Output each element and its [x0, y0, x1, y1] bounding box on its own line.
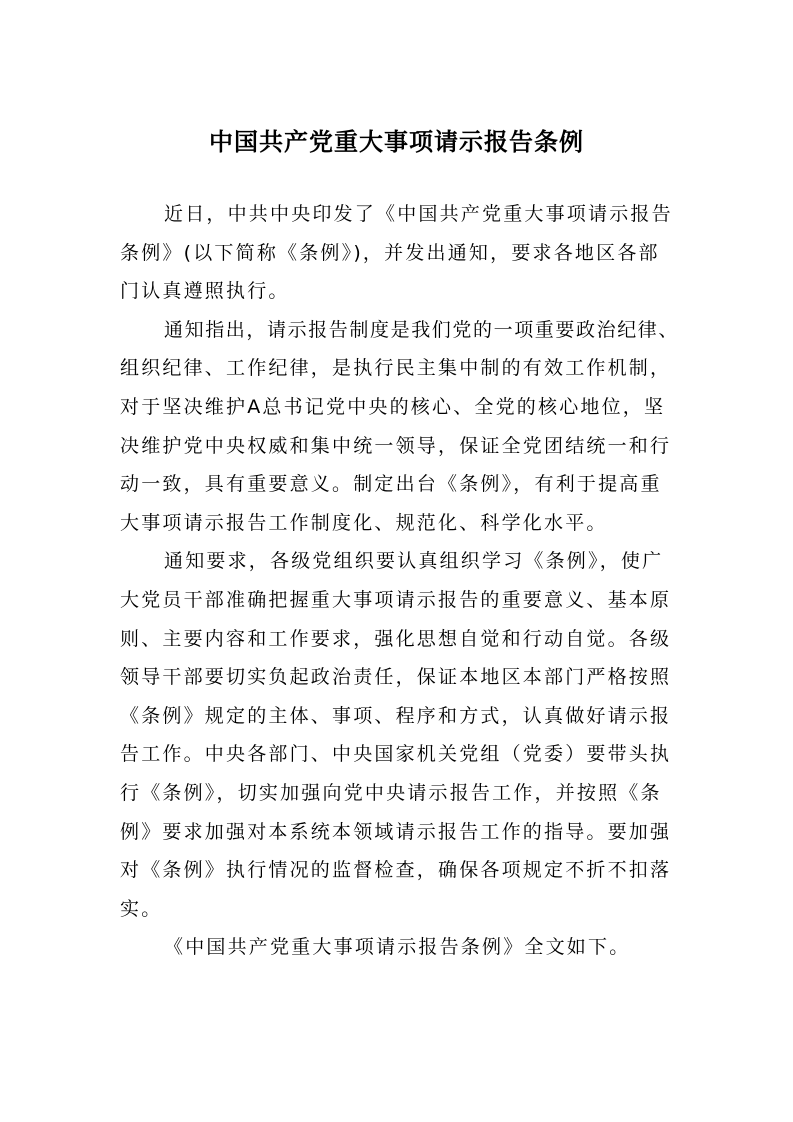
paragraph-3-line-1: 通知要求，各级党组织要认真组织学习《条例》，使广 — [164, 550, 664, 573]
document-title: 中国共产党重大事项请示报告条例 — [209, 128, 584, 156]
paragraph-1-line-1: 近日，中共中央印发了《中国共产党重大事项请示报告 — [164, 203, 673, 225]
paragraph-3-line-7: 行《条例》，切实加强向党中央请示报告工作，并按照《条 — [120, 781, 662, 804]
paragraph-2-line-3: 对于坚决维护A总书记党中央的核心、全党的核心地位，坚 — [120, 395, 666, 418]
paragraph-4-line-1: 《中国共产党重大事项请示报告条例》全文如下。 — [164, 936, 631, 959]
paragraph-1-line-2: 条例》(以下简称《条例》)，并发出通知，要求各地区各部 — [120, 241, 660, 264]
paragraph-2-line-4: 决维护党中央权威和集中统一领导，保证全党团结统一和行 — [120, 434, 672, 457]
paragraph-3-line-2: 大党员干部准确把握重大事项请示报告的重要意义、基本原 — [120, 588, 672, 611]
paragraph-2-line-2: 组织纪律、工作纪律，是执行民主集中制的有效工作机制， — [120, 357, 672, 380]
paragraph-2-line-5: 动一致，具有重要意义。制定出台《条例》，有利于提高重 — [120, 473, 662, 496]
paragraph-3-line-9: 对《条例》执行情况的监督检查，确保各项规定不折不扣落 — [120, 859, 672, 882]
paragraph-3-line-10: 实。 — [120, 897, 163, 920]
paragraph-3-line-3: 则、主要内容和工作要求，强化思想自觉和行动自觉。各级 — [120, 627, 672, 650]
paragraph-1-line-3: 门认真遵照执行。 — [120, 280, 290, 303]
paragraph-3-line-8: 例》要求加强对本系统本领域请示报告工作的指导。要加强 — [120, 820, 672, 843]
paragraph-2-line-1: 通知指出，请示报告制度是我们党的一项重要政治纪律、 — [164, 318, 680, 341]
paragraph-3-line-6: 告工作。中央各部门、中央国家机关党组（党委）要带头执 — [120, 743, 672, 766]
document-body — [120, 195, 680, 967]
paragraph-2-line-6: 大事项请示报告工作制度化、规范化、科学化水平。 — [120, 511, 608, 534]
paragraph-3-line-5: 《条例》规定的主体、事项、程序和方式，认真做好请示报 — [120, 704, 672, 727]
paragraph-3-line-4: 领导干部要切实负起政治责任，保证本地区本部门严格按照 — [120, 666, 672, 689]
